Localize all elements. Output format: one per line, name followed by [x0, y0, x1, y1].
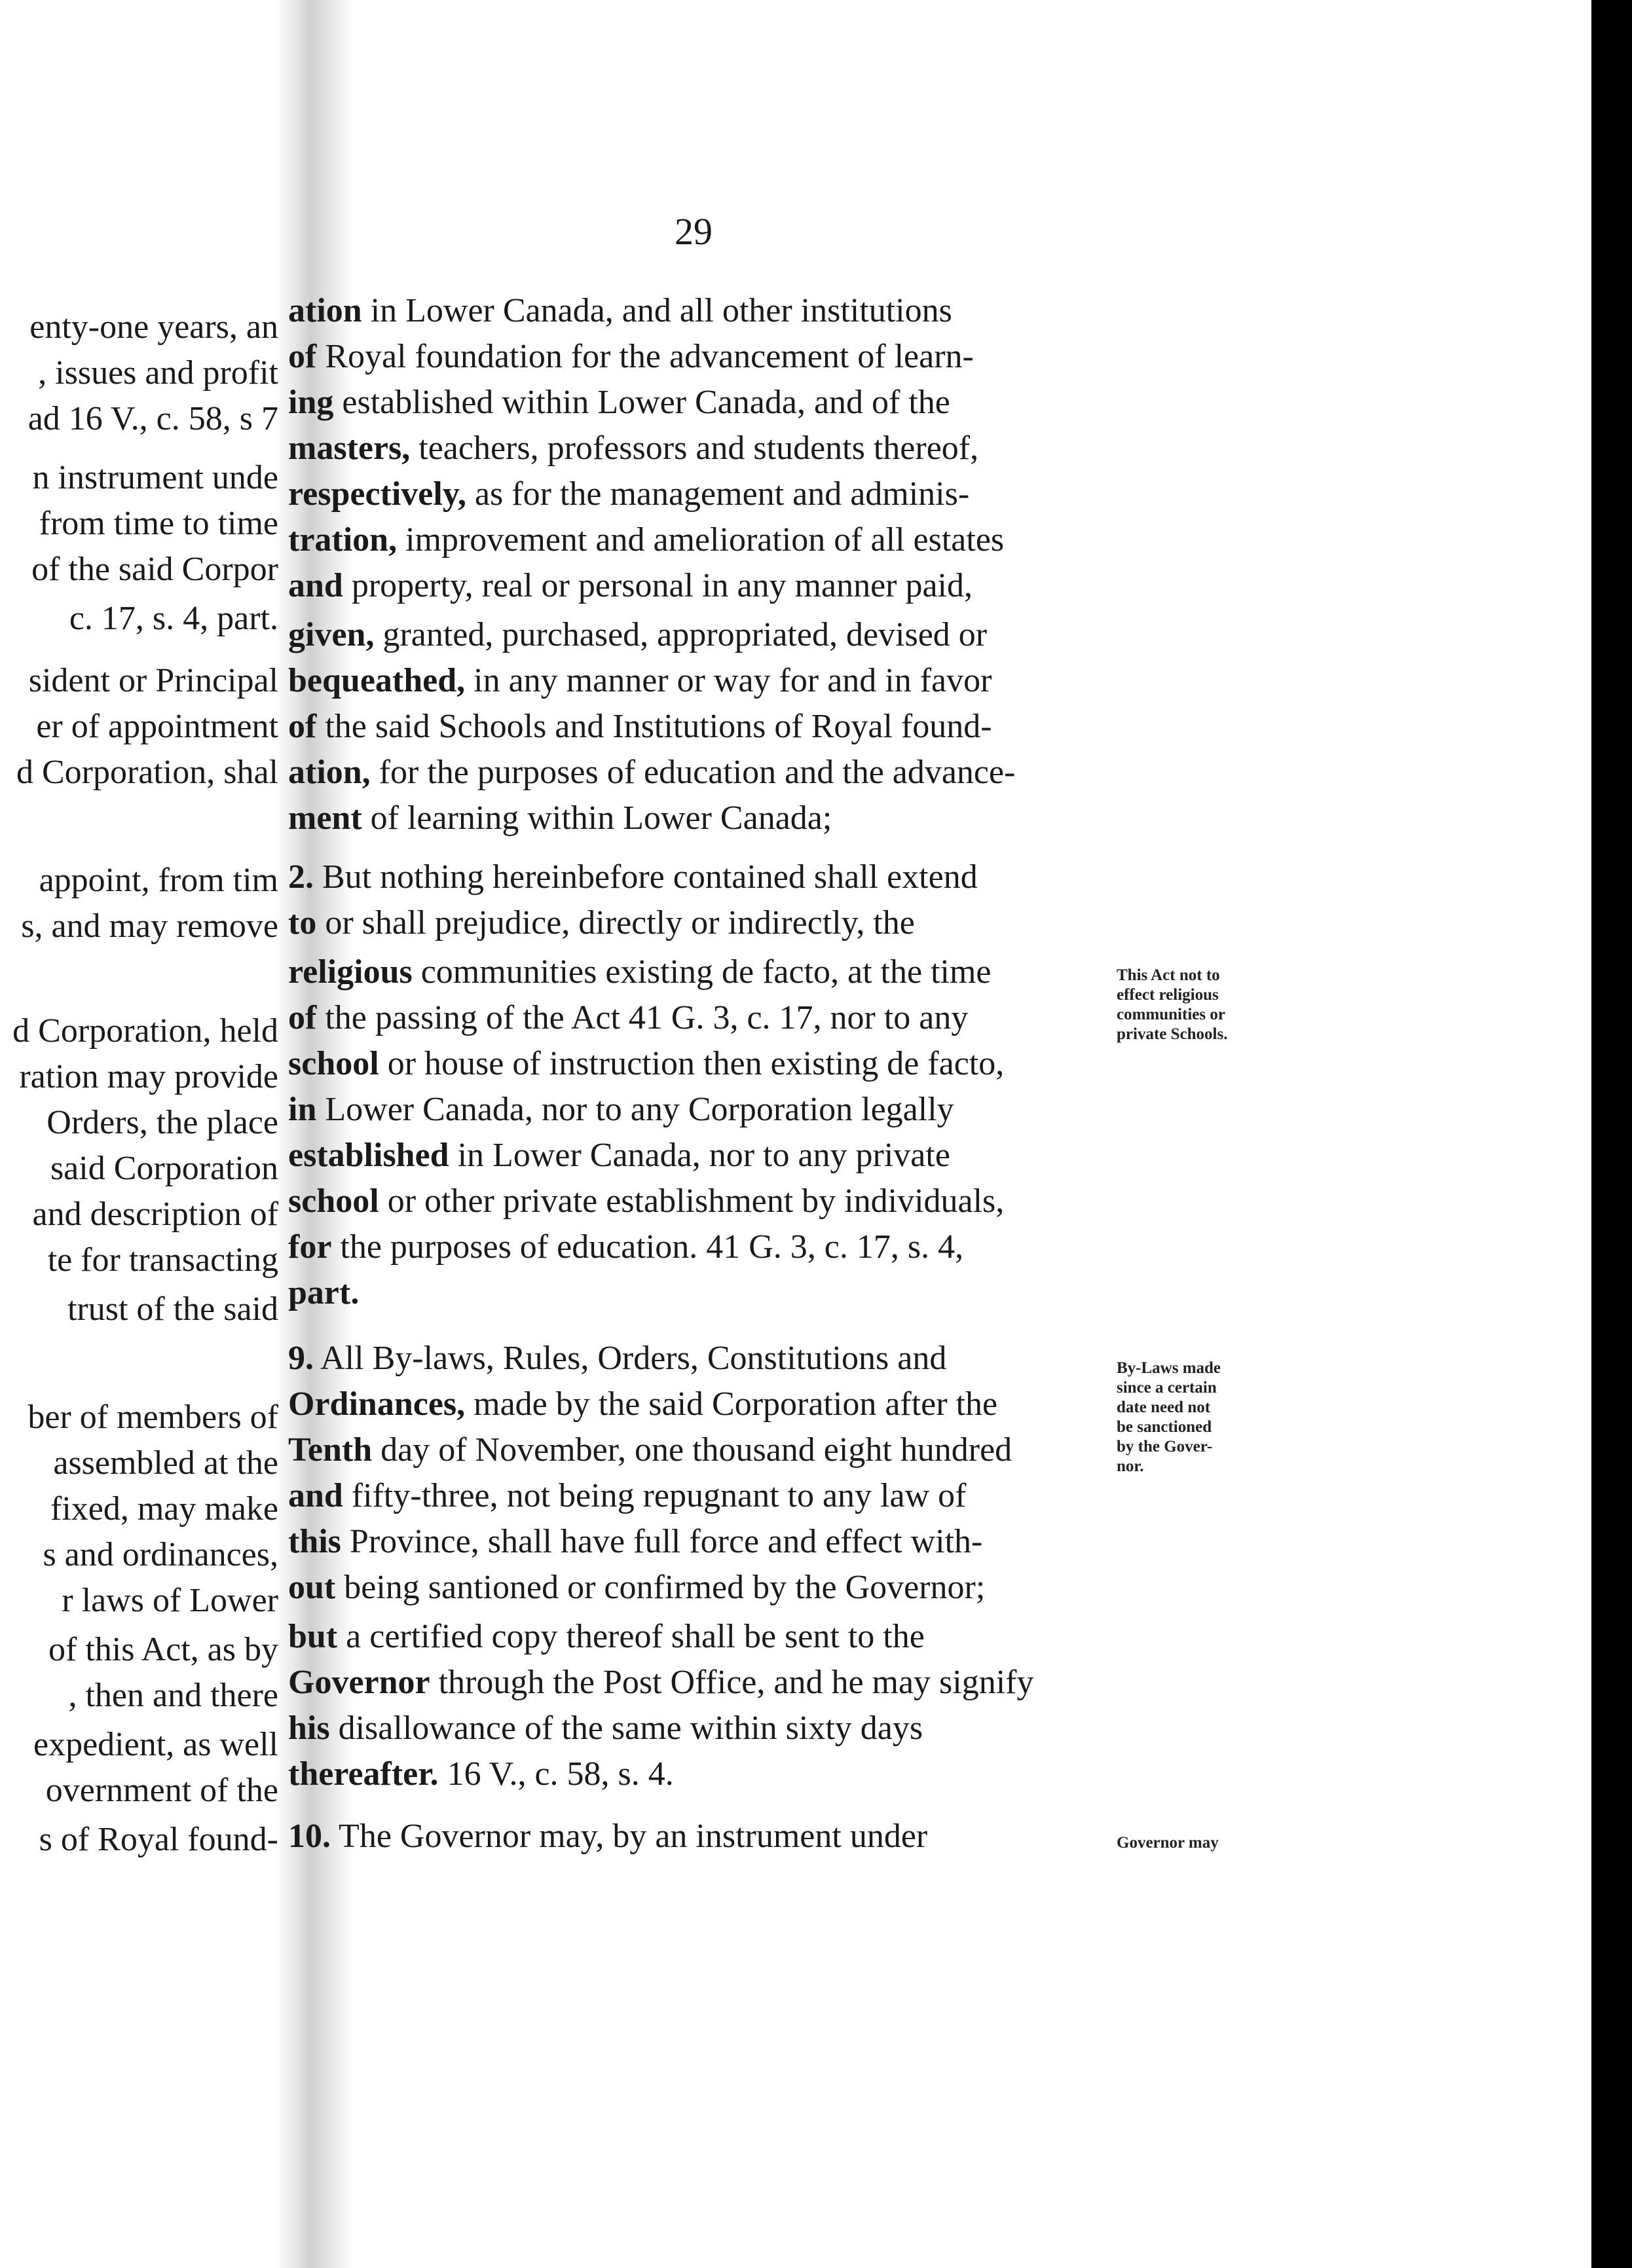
margin-note-line: effect religious [1117, 986, 1219, 1004]
text-line [288, 707, 1100, 748]
text-line [288, 998, 1100, 1039]
text-line [288, 383, 1100, 424]
line-lead-word: Tenth [288, 1431, 373, 1469]
text-line [288, 904, 1100, 944]
line-rest: day of November, one thousand eight hundred [372, 1431, 1012, 1469]
line-rest: in any manner or way for and in favor [465, 662, 992, 699]
line-lead-word: to [288, 904, 317, 942]
left-page-fragment-line: enty-one years, an [29, 308, 278, 346]
text-line [288, 1273, 1100, 1314]
line-rest: in Lower Canada, and all other institutions [362, 292, 952, 329]
line-rest: improvement and amelioration of all estates [397, 521, 1005, 558]
line-rest: The Governor may, by an instrument under [331, 1818, 928, 1855]
left-page-fragment-line: d Corporation, held [12, 1012, 278, 1050]
text-line [288, 475, 1100, 515]
text-line [288, 1431, 1100, 1471]
line-rest: or house of instruction then existing de facto, [379, 1045, 1005, 1082]
text-line [288, 1522, 1100, 1563]
text-line [288, 291, 1100, 332]
line-lead-word: school [288, 1045, 379, 1082]
left-page-fragment-line: s, and may remove [21, 907, 278, 945]
line-rest: the purposes of education. 41 G. 3, c. 17, s. 4, [331, 1228, 964, 1266]
text-line [288, 1385, 1100, 1425]
line-rest: for the purposes of education and the advance- [370, 754, 1016, 791]
margin-note-line: date need not [1117, 1399, 1211, 1416]
line-lead-word: 2. [288, 858, 314, 896]
line-lead-word: part. [288, 1274, 360, 1311]
line-lead-word: thereafter. [288, 1755, 439, 1793]
line-lead-word: bequeathed, [288, 662, 466, 699]
text-line [288, 1476, 1100, 1517]
left-page-fragment-line: ber of members of [28, 1399, 278, 1436]
line-rest: communities existing de facto, at the time [412, 953, 992, 991]
line-rest: disallowance of the same within sixty days [329, 1710, 923, 1747]
text-line [288, 1136, 1100, 1177]
line-rest: in Lower Canada, nor to any private [449, 1137, 950, 1174]
page-number: 29 [675, 210, 713, 253]
text-line [288, 953, 1100, 993]
margin-note [1117, 1359, 1307, 1476]
line-lead-word: 9. [288, 1340, 314, 1377]
line-lead-word: ation, [288, 754, 371, 791]
line-lead-word: out [288, 1569, 336, 1606]
margin-note [1117, 1833, 1307, 1853]
line-rest: made by the said Corporation after the [465, 1385, 998, 1423]
line-rest: of learning within Lower Canada; [362, 799, 832, 837]
text-line [288, 1090, 1100, 1131]
left-page-fragment-line: ad 16 V., c. 58, s 7 [28, 400, 278, 437]
margin-note-line: Governor may [1117, 1834, 1219, 1852]
line-rest: Lower Canada, nor to any Corporation legally [316, 1091, 954, 1128]
line-lead-word: given, [288, 616, 375, 653]
line-lead-word: 10. [288, 1818, 331, 1855]
line-rest: the said Schools and Institutions of Royal found- [316, 708, 992, 745]
left-page-fragment-line: Orders, the place [46, 1104, 278, 1141]
left-page-fragment-line: s of Royal found- [39, 1821, 278, 1858]
left-page-fragment-line: appoint, from tim [39, 862, 278, 899]
left-page-fragment-line: , issues and profit [38, 354, 278, 392]
left-page-fragment-line: r laws of Lower [62, 1582, 278, 1619]
line-rest: being santioned or confirmed by the Governor; [335, 1569, 986, 1606]
left-page-fragment-line: ration may provide [19, 1058, 278, 1095]
text-line [288, 858, 1100, 898]
line-rest: teachers, professors and students thereof, [410, 430, 979, 467]
line-rest: Royal foundation for the advancement of learn- [316, 338, 974, 375]
line-rest: or other private establishment by individuals, [379, 1182, 1005, 1220]
line-lead-word: in [288, 1091, 317, 1128]
margin-note [1117, 966, 1307, 1044]
left-page-fragment-line: sident or Principal [28, 662, 278, 699]
left-page-fragment-line: expedient, as well [33, 1726, 278, 1763]
text-line [288, 1755, 1100, 1795]
left-page-fragment-line: assembled at the [53, 1444, 278, 1482]
text-line [288, 1663, 1100, 1704]
text-line [288, 1339, 1100, 1380]
line-rest: property, real or personal in any manner paid, [343, 567, 973, 604]
text-line [288, 1044, 1100, 1085]
margin-note-line: by the Gover- [1117, 1438, 1213, 1455]
text-line [288, 521, 1100, 561]
text-line [288, 799, 1100, 839]
left-page-fragment-line: trust of the said [67, 1290, 278, 1328]
line-rest: fifty-three, not being repugnant to any law of [343, 1477, 967, 1514]
margin-note-line: By-Laws made [1117, 1359, 1221, 1377]
line-rest: through the Post Office, and he may signify [430, 1664, 1034, 1701]
line-rest: 16 V., c. 58, s. 4. [438, 1755, 674, 1793]
line-lead-word: and [288, 567, 343, 604]
left-page-fragment-line: d Corporation, shal [16, 754, 278, 791]
line-lead-word: of [288, 338, 317, 375]
left-page-fragment-line: te for transacting [47, 1241, 278, 1279]
left-page-fragment-line: said Corporation [50, 1150, 278, 1187]
text-line [288, 661, 1100, 702]
line-rest: All By-laws, Rules, Orders, Constitutions and [314, 1340, 947, 1377]
line-lead-word: but [288, 1618, 338, 1655]
margin-note-line: be sanctioned [1117, 1418, 1212, 1436]
left-page-fragment-line: c. 17, s. 4, part. [69, 600, 278, 637]
margin-note-line: private Schools. [1117, 1025, 1228, 1043]
line-rest: established within Lower Canada, and of the [333, 384, 950, 421]
line-lead-word: for [288, 1228, 332, 1266]
text-line [288, 1817, 1100, 1857]
line-lead-word: and [288, 1477, 343, 1514]
line-lead-word: Governor [288, 1664, 430, 1701]
left-page-fragment-line: er of appointment [36, 708, 278, 745]
line-lead-word: ation [288, 292, 362, 329]
line-lead-word: this [288, 1523, 341, 1560]
line-rest: Province, shall have full force and effect with- [341, 1523, 983, 1560]
text-line [288, 1617, 1100, 1658]
left-page-fragment-line: fixed, may make [50, 1490, 278, 1527]
text-line [288, 1709, 1100, 1749]
line-rest: the passing of the Act 41 G. 3, c. 17, nor to any [316, 999, 969, 1036]
line-lead-word: school [288, 1182, 379, 1220]
line-lead-word: ment [288, 799, 362, 837]
margin-note-line: since a certain [1117, 1379, 1217, 1397]
line-lead-word: masters, [288, 430, 411, 467]
text-line [288, 1568, 1100, 1609]
left-page-fragment-line: of the said Corpor [31, 551, 278, 588]
text-line [288, 429, 1100, 469]
line-rest: a certified copy thereof shall be sent to the [337, 1618, 925, 1655]
text-line [288, 566, 1100, 607]
left-page-fragment-line: and description of [32, 1196, 278, 1233]
line-rest: as for the management and adminis- [466, 475, 970, 513]
line-lead-word: of [288, 708, 317, 745]
line-lead-word: tration, [288, 521, 398, 558]
text-line [288, 1228, 1100, 1268]
left-page-fragment-line: s and ordinances, [43, 1536, 278, 1573]
left-page-fragment-line: n instrument unde [32, 459, 278, 496]
line-lead-word: established [288, 1137, 449, 1174]
left-page-fragment-line: from time to time [39, 505, 278, 542]
text-line [288, 1182, 1100, 1222]
line-rest: granted, purchased, appropriated, devised or [374, 616, 988, 653]
line-lead-word: respectively, [288, 475, 466, 513]
text-line [288, 615, 1100, 656]
line-rest: But nothing hereinbefore contained shall extend [314, 858, 978, 896]
line-lead-word: Ordinances, [288, 1385, 466, 1423]
line-lead-word: of [288, 999, 317, 1036]
scan-border [1591, 0, 1632, 2268]
margin-note-line: nor. [1117, 1457, 1144, 1475]
left-page-fragment-line: overnment of the [45, 1772, 278, 1809]
margin-note-line: communities or [1117, 1006, 1225, 1023]
line-lead-word: religious [288, 953, 413, 991]
line-lead-word: his [288, 1710, 330, 1747]
line-lead-word: ing [288, 384, 334, 421]
left-page-fragment-line: of this Act, as by [48, 1631, 278, 1668]
text-line [288, 753, 1100, 794]
text-line [288, 337, 1100, 378]
margin-note-line: This Act not to [1117, 966, 1220, 984]
left-page-fragment-line: , then and there [68, 1677, 278, 1714]
line-rest: or shall prejudice, directly or indirectly, the [316, 904, 915, 942]
